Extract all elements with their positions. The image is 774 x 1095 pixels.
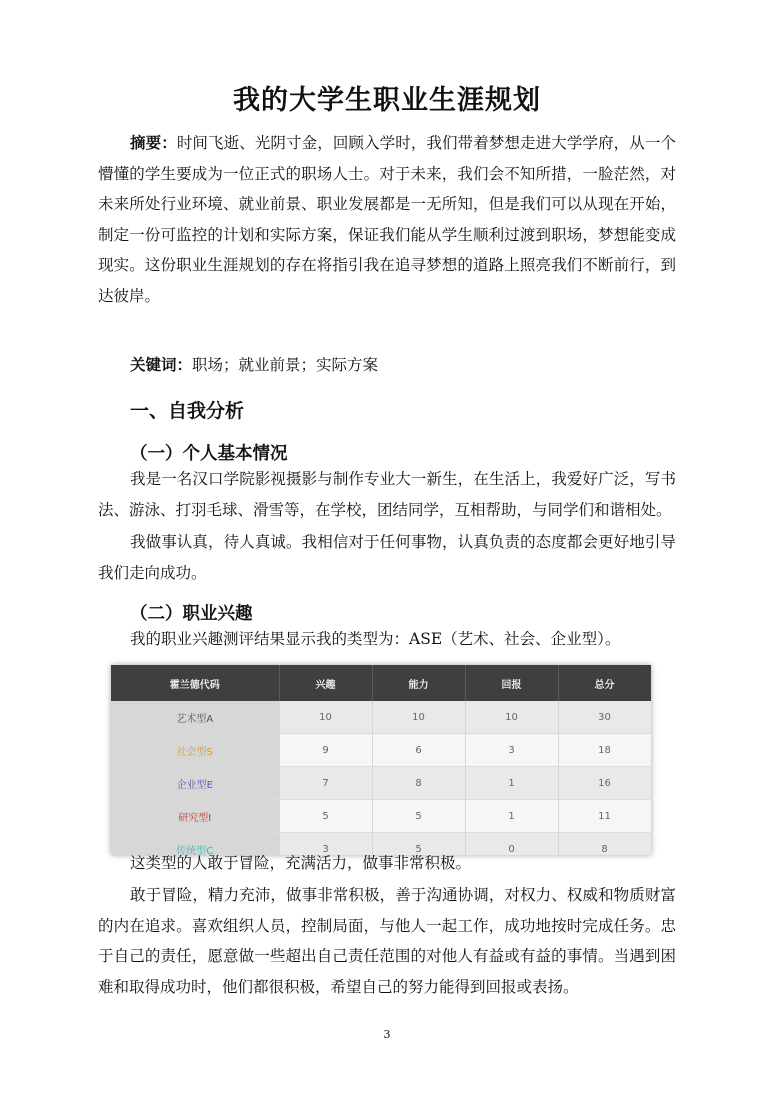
basic-info-paragraph-2: 我做事认真，待人真诚。我相信对于任何事物，认真负责的态度都会更好地引导我们走向成功。 (98, 533, 676, 582)
column-header: 霍兰德代码 (111, 665, 279, 701)
table-row (111, 800, 651, 833)
table-row (111, 767, 651, 800)
section-heading-self-analysis: 一、自我分析 (130, 400, 245, 422)
total-cell: 16 (558, 767, 651, 800)
score-cell: 0 (465, 833, 558, 856)
subsection-heading-career-interest: （二）职业兴趣 (130, 604, 253, 624)
page-title: 我的大学生职业生涯规划 (233, 85, 541, 116)
abstract-paragraph (98, 128, 676, 311)
abstract-text: 时间飞逝、光阴寸金，回顾入学时，我们带着梦想走进大学学府，从一个懵懂的学生要成为一位正式的职场人士。对于未来，我们会不知所措，一脸茫然，对未来所处行业环境、就业前景、职业发展都是一无所知，但是我们可以从现在开始，制定一份可监控的计划和实际方案，保证我们能从学生顺利过渡到职场，梦想能变成现实。这份职业生涯规划的存在将指引我在追寻梦想的道路上照亮我们不断前行，到达彼岸。 (98, 134, 676, 305)
score-cell: 1 (465, 800, 558, 833)
type-cell: 传统型C (111, 833, 279, 856)
score-cell: 6 (372, 734, 465, 767)
score-cell: 5 (279, 800, 372, 833)
score-cell: 10 (279, 701, 372, 734)
column-header: 能力 (372, 665, 465, 701)
score-cell: 10 (465, 701, 558, 734)
total-cell: 30 (558, 701, 651, 734)
score-cell: 5 (372, 800, 465, 833)
holland-code-table (111, 665, 651, 855)
type-cell: 研究型I (111, 800, 279, 833)
total-cell: 8 (558, 833, 651, 856)
score-cell: 9 (279, 734, 372, 767)
score-cell: 5 (372, 833, 465, 856)
type-cell: 艺术型A (111, 701, 279, 734)
total-cell: 11 (558, 800, 651, 833)
keywords-line (98, 350, 676, 381)
type-cell: 社会型S (111, 734, 279, 767)
holland-code-table-image (111, 665, 651, 855)
score-cell: 8 (372, 767, 465, 800)
type-description-paragraph: 这类型的人敢于冒险，充满活力，做事非常积极。 (130, 854, 472, 872)
column-header: 总分 (558, 665, 651, 701)
column-header: 回报 (465, 665, 558, 701)
score-cell: 7 (279, 767, 372, 800)
table-row (111, 734, 651, 767)
score-cell: 3 (279, 833, 372, 856)
table-header-row (111, 665, 651, 701)
subsection-heading-basic-info: （一）个人基本情况 (130, 444, 288, 464)
total-cell: 18 (558, 734, 651, 767)
score-cell: 10 (372, 701, 465, 734)
type-detail-paragraph: 敢于冒险，精力充沛，做事非常积极，善于沟通协调，对权力、权威和物质财富的内在追求。喜欢组织人员，控制局面，与他人一起工作，成功地按时完成任务。忠于自己的责任，愿意做一些超出自己责任范围的对他人有益或有益的事情。当遇到困难和取得成功时，他们都很积极，希望自己的努力能得到回报或表扬。 (98, 886, 676, 996)
score-cell: 1 (465, 767, 558, 800)
column-header: 兴趣 (279, 665, 372, 701)
type-cell: 企业型E (111, 767, 279, 800)
keywords-text: 职场；就业前景；实际方案 (192, 356, 379, 374)
page-number: 3 (383, 1028, 391, 1041)
keywords-label: 关键词： (130, 356, 193, 374)
interest-result-paragraph: 我的职业兴趣测评结果显示我的类型为：ASE（艺术、社会、企业型）。 (130, 630, 621, 648)
abstract-label: 摘要： (130, 134, 177, 152)
basic-info-paragraph-1: 我是一名汉口学院影视摄影与制作专业大一新生，在生活上，我爱好广泛，写书法、游泳、打羽毛球、滑雪等，在学校，团结同学，互相帮助，与同学们和谐相处。 (98, 470, 676, 519)
score-cell: 3 (465, 734, 558, 767)
table-row (111, 701, 651, 734)
